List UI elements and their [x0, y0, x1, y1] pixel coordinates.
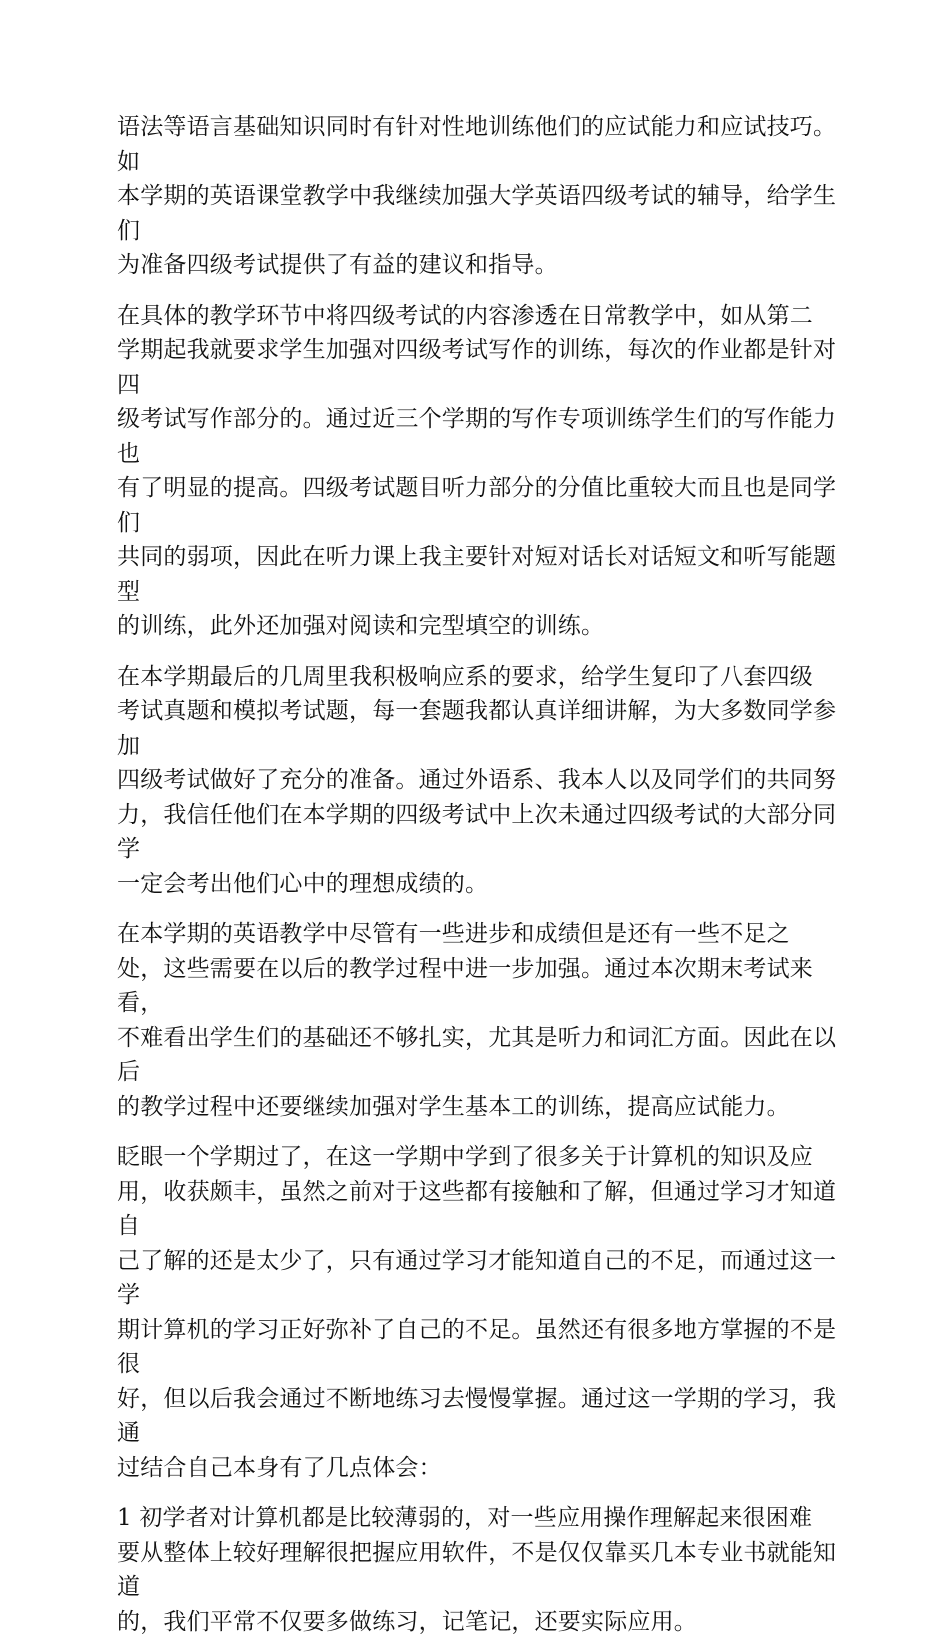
paragraph-computer-semester: 眨眼一个学期过了，在这一学期中学到了很多关于计算机的知识及应 用，收获颇丰，虽然之前对于这些都有接触和了解，但通过学习才知道自 己了解的还是太少了，只有通过学习才能知道自己的不足，而通过这一学 期计算机的学习正好弥补了自己的不足。虽然还有很多地方掌握的不是很 好，但以后我会通过不断地练习去慢慢掌握。通过这一学期的学习，我通 过结合自己本身有了几点体会：	[117, 1144, 837, 1481]
paragraph-point-one: 1 初学者对计算机都是比较薄弱的，对一些应用操作理解起来很困难 要从整体上较好理解很把握应用软件，不是仅仅靠买几本专业书就能知道 的，我们平常不仅要多做练习，记笔记，还要实际应用。	[117, 1505, 837, 1635]
paragraph-final-weeks: 在本学期最后的几周里我积极响应系的要求，给学生复印了八套四级 考试真题和模拟考试题，每一套题我都认真详细讲解，为大多数同学参加 四级考试做好了充分的准备。通过外语系、我本人以及同学们的共同努 力，我信任他们在本学期的四级考试中上次未通过四级考试的大部分同学 一定会考出他们心中的理想成绩的。	[117, 663, 837, 897]
paragraph-cet4-intro: 语法等语言基础知识同时有针对性地训练他们的应试能力和应试技巧。如 本学期的英语课堂教学中我继续加强大学英语四级考试的辅导，给学生们 为准备四级考试提供了有益的建议和指导。	[117, 114, 837, 278]
paragraph-shortcomings: 在本学期的英语教学中尽管有一些进步和成绩但是还有一些不足之 处，这些需要在以后的教学过程中进一步加强。通过本次期末考试来看， 不难看出学生们的基础还不够扎实，尤其是听力和词汇方面。因此在以后 的教学过程中还要继续加强对学生基本工的训练，提高应试能力。	[117, 921, 837, 1120]
paragraph-teaching-steps: 在具体的教学环节中将四级考试的内容渗透在日常教学中，如从第二 学期起我就要求学生加强对四级考试写作的训练，每次的作业都是针对四 级考试写作部分的。通过近三个学期的写作专项训练学生们的写作能力也 有了明显的提高。四级考试题目听力部分的分值比重较大而且也是同学们 共同的弱项，因此在听力课上我主要针对短对话长对话短文和听写能题型 的训练，此外还加强对阅读和完型填空的训练。	[117, 302, 837, 639]
